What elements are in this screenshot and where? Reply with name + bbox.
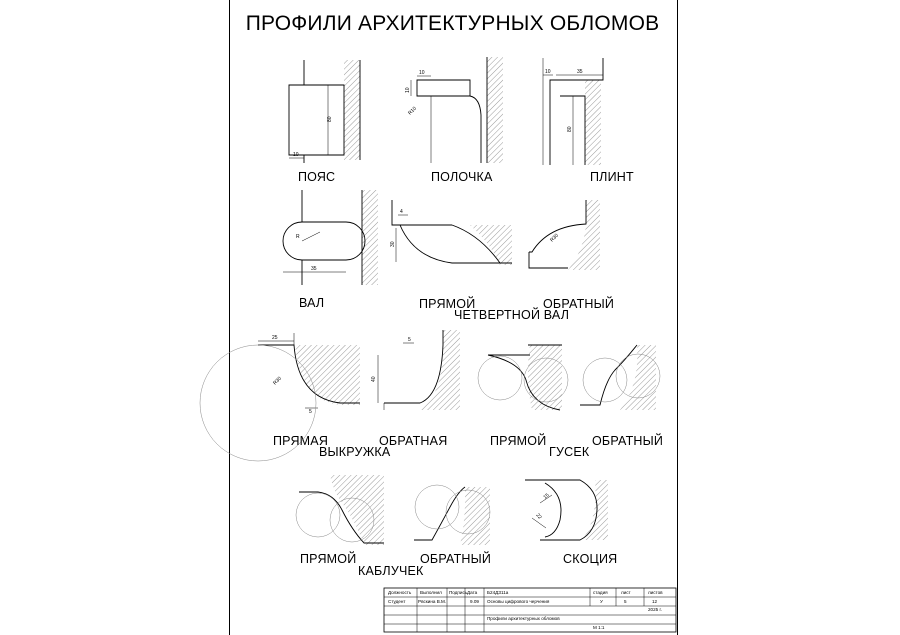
dim-width: 10 [419,70,425,76]
profile-gusek-reverse [580,345,660,410]
caption-skotsiya: СКОЦИЯ [563,552,618,566]
dim-width: 4 [400,209,403,215]
caption-gusek-name: ГУСЕК [549,445,590,459]
caption-poyas: ПОЯС [298,170,336,184]
profile-val [283,190,378,285]
cove-curve [384,330,443,403]
tb-code: Б24ДЗ11а [487,590,509,595]
wall-hatch [452,200,512,265]
caption-cove-reverse: ОБРАТНАЯ [379,434,448,448]
wall-hatch [294,345,360,405]
profile-skotsiya [525,480,608,540]
wall-hatch [528,345,562,410]
tb-role: Студент [388,599,406,604]
tb-h-sheets: листов [648,590,663,595]
construction-circle-a [478,356,522,400]
tb-h-date: Дата [467,590,478,595]
tb-date: 9.09 [470,599,479,604]
caption-quarter-reverse: ОБРАТНЫЙ [543,297,615,311]
caption-plint: ПЛИНТ [590,170,634,184]
inner-curve [545,483,561,537]
tb-course: Основы цифрового черчения [487,599,550,604]
profile-plint [543,58,603,165]
wall-hatch [620,345,656,410]
wall-hatch [568,200,600,270]
dim-offset: 10 [545,69,551,75]
tb-stage: У [600,599,603,604]
tb-sheets: 12 [652,599,658,604]
title-block [384,588,676,632]
profile-quarter-direct [390,200,512,265]
construction-circle-a [296,493,340,537]
construction-circle-a [415,485,459,529]
dim-height: 80 [567,126,573,132]
dim-radius: R30 [549,232,560,244]
caption-gusek-reverse: ОБРАТНЫЙ [592,434,664,448]
tb-author: Рвскина В.М. [418,599,447,604]
left-roll [283,222,302,260]
dim-r1: 15 [542,492,551,501]
profile-polochka [405,57,503,163]
fascia-outline [289,60,304,163]
shelf-outline [417,80,470,96]
caption-val: ВАЛ [299,296,325,310]
dim-radius: R [296,234,300,240]
sheet-title: ПРОФИЛИ АРХИТЕКТУРНЫХ ОБЛОМОВ [245,12,660,35]
tb-h-stage: стадия [593,590,608,595]
dim-offset: 5 [408,337,411,343]
tb-topic: Профили архитектурных обломов [487,616,560,621]
wall-hatch [460,487,490,545]
dim-height: 40 [371,376,377,382]
roll-sides [302,222,346,260]
profile-cove-reverse [371,330,460,410]
caption-cove-name: ВЫКРУЖКА [319,445,391,459]
tb-year: 2025 г. [648,607,662,612]
tb-h-role: Должность [388,590,412,595]
dim-line-radius [302,232,320,241]
wall-hatch [344,60,360,160]
dim-height: 10 [405,87,411,93]
dim-width: 25 [272,335,278,341]
caption-gusek-direct: ПРЯМОЙ [490,434,547,448]
profile-kabl-direct [296,475,384,545]
wall-hatch [487,57,503,163]
dim-height: 80 [327,116,333,122]
profile-quarter-reverse [529,200,600,270]
reverse-curve [529,200,586,252]
dim-radius: R30 [272,375,283,387]
caption-quarter-name: ЧЕТВЕРТНОЙ ВАЛ [454,308,570,322]
tb-sheet-no: 5 [624,599,627,604]
tb-h-sign: Подпись [449,590,468,595]
profile-gusek-direct [478,345,568,410]
caption-kabl-reverse: ОБРАТНЫЙ [420,552,492,566]
caption-quarter-direct: ПРЯМОЙ [419,297,476,311]
dim-width: 35 [577,69,583,75]
tb-h-action: Выполнил [420,590,442,595]
dim-offset: 5 [309,409,312,415]
dim-r2: 22 [534,512,543,521]
wall-hatch [585,80,601,165]
tb-h-sheet: лист [621,590,631,595]
dim-offset: 10 [293,152,299,158]
caption-kabl-name: КАБЛУЧЕК [358,564,424,578]
profile-poyas [289,60,360,163]
dim-height: 30 [390,241,396,247]
fillet-curve [470,96,481,163]
construction-circle-a [583,358,627,402]
dim-radius: R10 [407,105,418,117]
caption-kabl-direct: ПРЯМОЙ [300,552,357,566]
tb-scale: М 1:1 [593,625,605,630]
caption-cove-direct: ПРЯМАЯ [273,434,329,448]
caption-polochka: ПОЛОЧКА [431,170,493,184]
profile-kabl-reverse [414,485,490,545]
base-outline [529,252,568,268]
wall-hatch [582,480,608,540]
cyma-curve [414,487,465,540]
fascia-face [304,85,344,155]
dim-width: 35 [311,266,317,272]
